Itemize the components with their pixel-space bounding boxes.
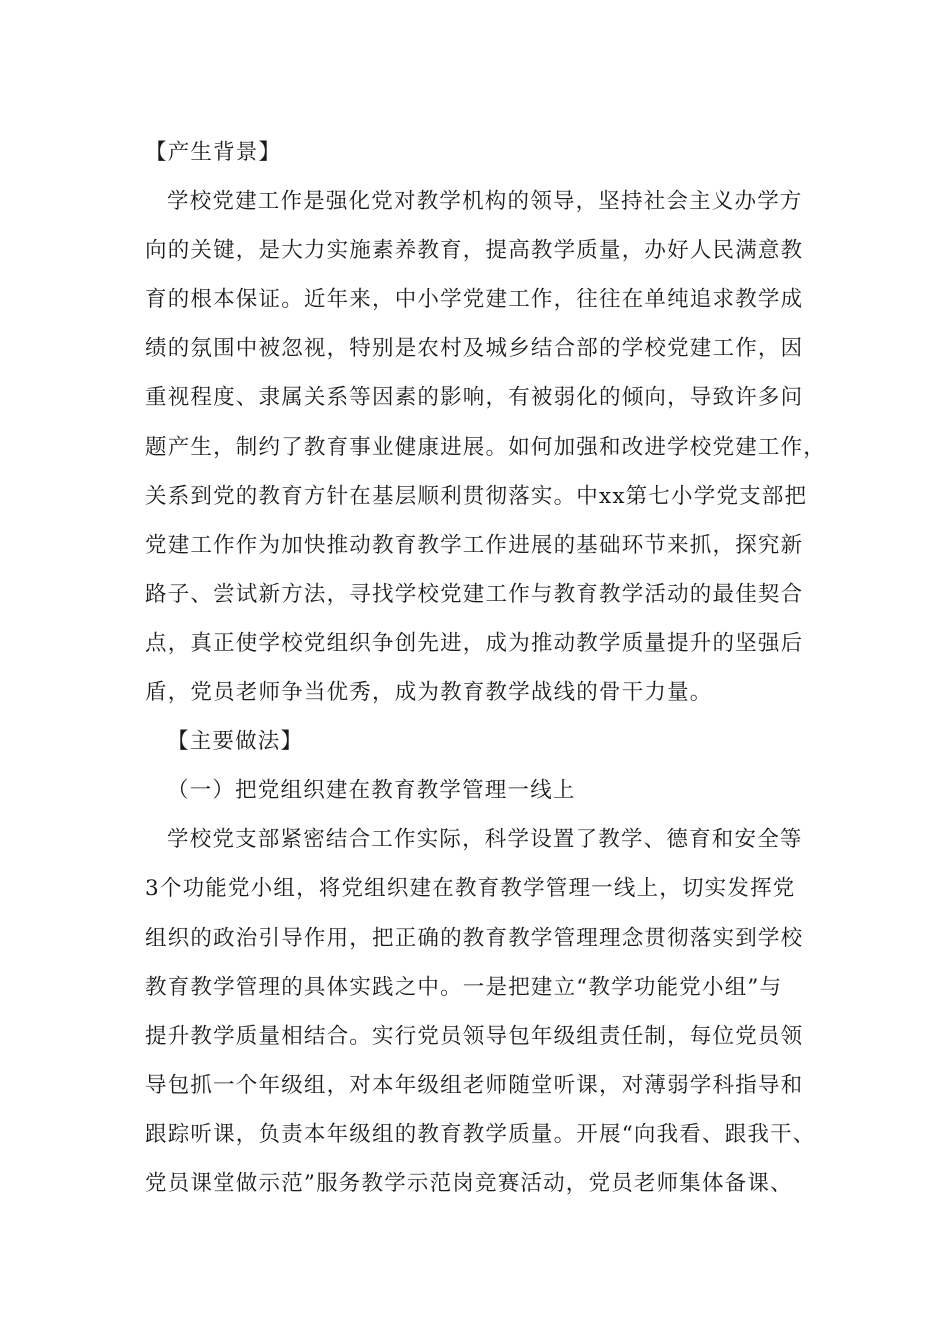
section-heading-background: 【产生背景】: [145, 140, 282, 165]
paragraph-line: 党员课堂做示范”服务教学示范岗竞赛活动，党员老师集体备课、: [145, 1170, 793, 1196]
section-heading-methods: 【主要做法】: [167, 729, 304, 755]
paragraph-line: 关系到党的教育方针在基层顺利贯彻落实。中xx第七小学党支部把: [145, 483, 808, 509]
paragraph-line: 组织的政治引导作用，把正确的教育教学管理理念贯彻落实到学校: [145, 925, 804, 951]
paragraph-line: 学校党支部紧密结合工作实际，科学设置了教学、德育和安全等: [167, 827, 803, 853]
paragraph-line: 提升教学质量相结合。实行党员领导包年级组责任制，每位党员领: [145, 1023, 804, 1049]
subsection-heading: （一）把党组织建在教育教学管理一线上: [167, 778, 576, 804]
paragraph-line: 点，真正使学校党组织争创先进，成为推动教学质量提升的坚强后: [145, 630, 804, 656]
paragraph-line: 盾，党员老师争当优秀，成为教育教学战线的骨干力量。: [145, 680, 713, 706]
paragraph-line: 跟踪听课，负责本年级组的教育教学质量。开展“向我看、跟我干、: [145, 1121, 816, 1147]
paragraph-line: 教育教学管理的具体实践之中。一是把建立“教学功能党小组”与: [145, 974, 783, 1000]
paragraph-line: 导包抓一个年级组，对本年级组老师随堂听课，对薄弱学科指导和: [145, 1072, 804, 1098]
paragraph-line: 向的关键，是大力实施素养教育，提高教学质量，办好人民满意教: [145, 238, 804, 264]
paragraph-line: 重视程度、隶属关系等因素的影响，有被弱化的倾向，导致许多问: [145, 385, 804, 411]
document-body: [145, 128, 827, 1208]
paragraph-line: 绩的氛围中被忽视，特别是农村及城乡结合部的学校党建工作，因: [145, 336, 804, 362]
paragraph-line: 题产生，制约了教育事业健康进展。如何加强和改进学校党建工作，: [145, 434, 827, 460]
paragraph-line: 党建工作作为加快推动教育教学工作进展的基础环节来抓，探究新: [145, 532, 804, 558]
paragraph-line: 3个功能党小组，将党组织建在教育教学管理一线上，切实发挥党: [145, 876, 796, 902]
paragraph-line: 学校党建工作是强化党对教学机构的领导，坚持社会主义办学方: [167, 189, 803, 215]
paragraph-line: 路子、尝试新方法，寻找学校党建工作与教育教学活动的最佳契合: [145, 581, 804, 607]
paragraph-line: 育的根本保证。近年来，中小学党建工作，往往在单纯追求教学成: [145, 287, 804, 313]
